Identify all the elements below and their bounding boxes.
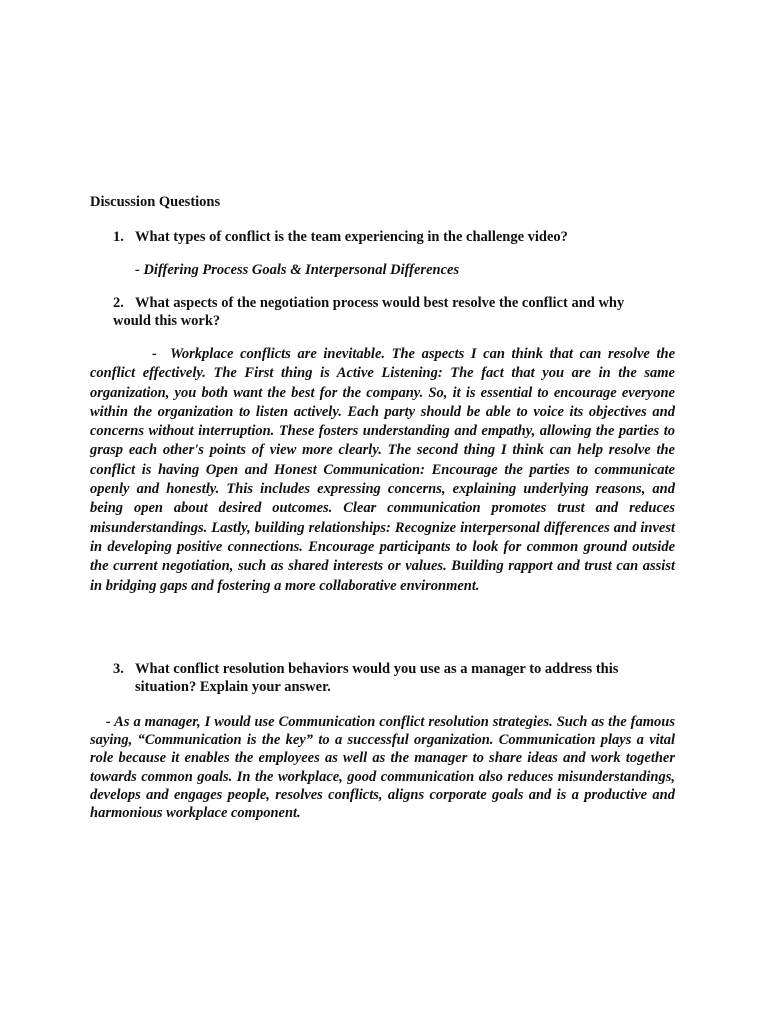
answer-3-text: - As a manager, I would use Communication conflict resolution strategies. Such as the famous saying, “Communication is the key” to a successful organization. Communication plays a vital role because it enables the employees as well as the manager to share ideas and work together towards common goals. In the workplace, good communication also reduces misunderstandings, develops and engages people, resolves conflicts, aligns corporate goals and is a productive and harmonious workplace component.	[90, 714, 675, 822]
question-2-number: 2.	[113, 295, 124, 311]
question-3-text-line1: What conflict resolution behaviors would you use as a manager to address this	[135, 661, 619, 677]
answer-3	[90, 713, 675, 822]
question-2-text: What aspects of the negotiation process would best resolve the conflict and why would this work?	[113, 295, 625, 329]
question-1-number: 1.	[113, 229, 124, 245]
answer-2-lead: -	[152, 346, 157, 362]
question-1-text: What types of conflict is the team experiencing in the challenge video?	[135, 229, 568, 245]
answer-2-text: Workplace conflicts are inevitable. The aspects I can think that can resolve the conflict effectively. The First thing is Active Listening: The fact that you are in the same organization, you both want the best for the company. So, it is essential to encourage everyone within the organization to listen actively. Each party should be able to voice its objectives and concerns without interruption. These fosters understanding and empathy, allowing the parties to grasp each other's points of view more clearly. The second thing I think can help resolve the conflict is having Open and Honest Communication: Encourage the parties to communicate openly and honestly. This includes expressing concerns, explaining underlying reasons, and being open about desired outcomes. Clear communication promotes trust and reduces misunderstandings. Lastly, building relationships: Recognize interpersonal differences and invest in developing positive connections. Encourage participants to look for common ground outside the current negotiation, such as shared interests or values. Building rapport and trust can assist in bridging gaps and fostering a more collaborative environment.	[90, 346, 676, 594]
question-3-text-line2: situation? Explain your answer.	[135, 679, 331, 695]
question-3	[113, 660, 673, 696]
question-1	[113, 228, 673, 246]
question-2	[113, 294, 658, 330]
answer-2	[90, 345, 675, 596]
question-3-number: 3.	[113, 661, 124, 677]
document-heading: Discussion Questions	[90, 194, 221, 210]
answer-1: - Differing Process Goals & Interpersonal Differences	[135, 262, 460, 278]
